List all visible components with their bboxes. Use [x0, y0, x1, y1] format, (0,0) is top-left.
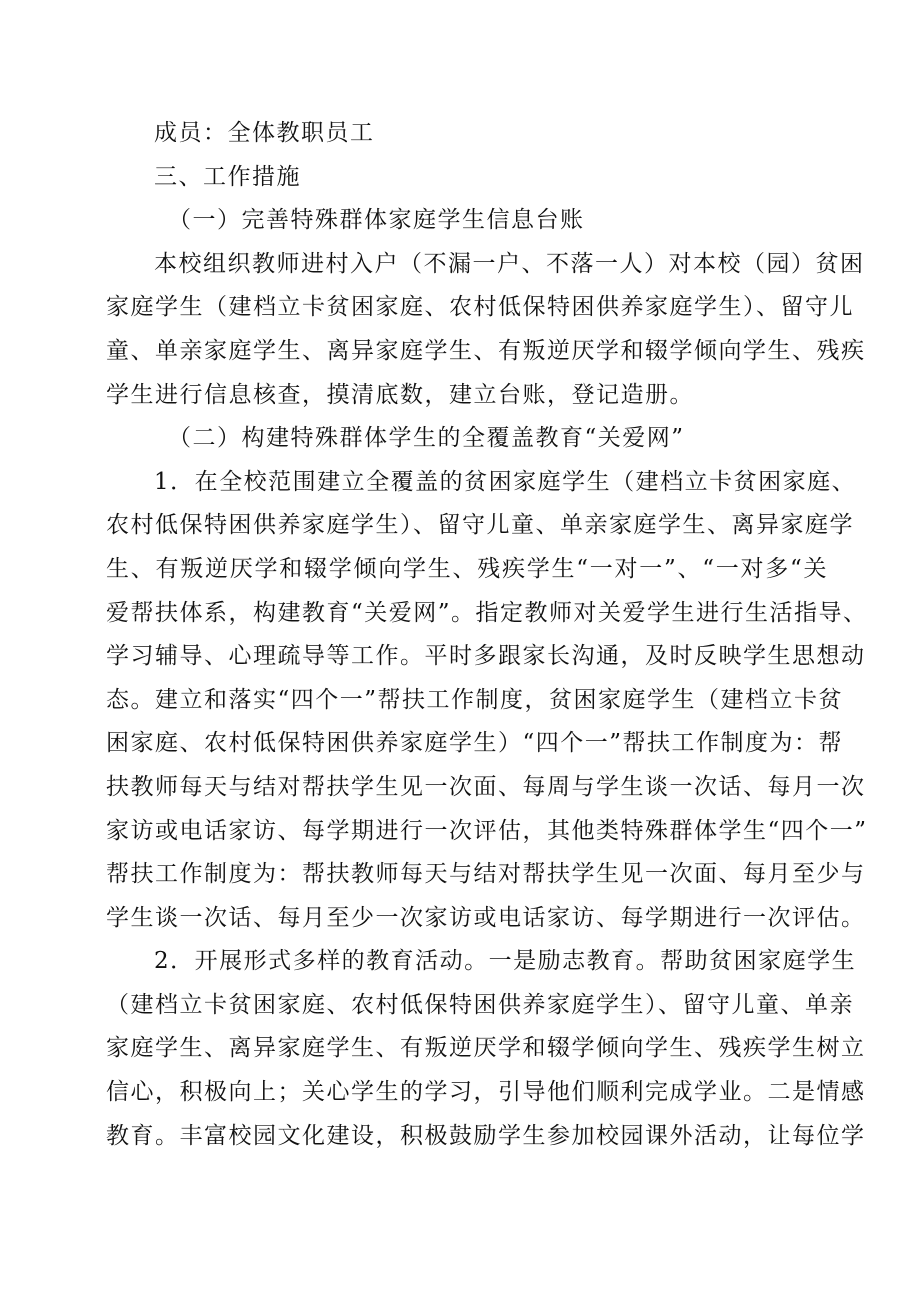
- paragraph-line: 家庭学生、离异家庭学生、有叛逆厌学和辍学倾向学生、残疾学生树立: [106, 1035, 866, 1062]
- paragraph-info-ledger: [106, 243, 866, 417]
- paragraph-line: 困家庭、农村低保特困供养家庭学生）“四个一”帮扶工作制度为：帮: [106, 730, 844, 757]
- paragraph-line: 1．在全校范围建立全覆盖的贫困家庭学生（建档立卡贫困家庭、: [154, 468, 857, 495]
- paragraph-line: 2．开展形式多样的教育活动。一是励志教育。帮助贫困家庭学生: [154, 948, 857, 975]
- paragraph-line: 学习辅导、心理疏导等工作。平时多跟家长沟通，及时反映学生思想动: [106, 643, 866, 670]
- section-heading: 三、工作措施: [154, 163, 301, 190]
- paragraph-line: （建档立卡贫困家庭、农村低保特困供养家庭学生）、留守儿童、单亲: [106, 991, 854, 1018]
- paragraph-line: 童、单亲家庭学生、离异家庭学生、有叛逆厌学和辍学倾向学生、残疾: [106, 337, 866, 364]
- paragraph-line: 本校组织教师进村入户（不漏一户、不落一人）对本校（园）贫困: [154, 250, 865, 277]
- paragraph-line: 态。建立和落实“四个一”帮扶工作制度，贫困家庭学生（建档立卡贫: [106, 686, 844, 713]
- document-body: [106, 112, 868, 1158]
- paragraph-line: 学生进行信息核查，摸清底数，建立台账，登记造册。: [106, 381, 694, 408]
- paragraph-line: 信心，积极向上；关心学生的学习，引导他们顺利完成学业。二是情感: [106, 1079, 866, 1106]
- paragraph-care-network: [106, 461, 868, 941]
- subsection-heading: （一）完善特殊群体家庭学生信息台账: [168, 207, 585, 234]
- paragraph-line: 教育。丰富校园文化建设，积极鼓励学生参加校园课外活动，让每位学: [106, 1122, 866, 1149]
- paragraph-line: 家庭学生（建档立卡贫困家庭、农村低保特困供养家庭学生）、留守儿: [106, 294, 854, 321]
- paragraph-education-activities: [106, 940, 866, 1158]
- paragraph-line: 生、有叛逆厌学和辍学倾向学生、残疾学生“一对一”、“一对多“关: [106, 555, 828, 582]
- paragraph-line: 学生谈一次话、每月至少一次家访或电话家访、每学期进行一次评估。: [106, 904, 866, 931]
- paragraph-line: 帮扶工作制度为：帮扶教师每天与结对帮扶学生见一次面、每月至少与: [106, 861, 866, 888]
- paragraph-line: 爱帮扶体系，构建教育“关爱网”。指定教师对关爱学生进行生活指导、: [106, 599, 868, 626]
- paragraph-line: 农村低保特困供养家庭学生）、留守儿童、单亲家庭学生、离异家庭学: [106, 512, 854, 539]
- members-line: 成员：全体教职员工: [154, 120, 375, 146]
- paragraph-line: 扶教师每天与结对帮扶学生见一次面、每周与学生谈一次话、每月一次: [106, 773, 866, 800]
- paragraph-line: 家访或电话家访、每学期进行一次评估，其他类特殊群体学生“四个一”: [106, 817, 868, 844]
- subsection-heading: （二）构建特殊群体学生的全覆盖教育“关爱网”: [168, 425, 685, 452]
